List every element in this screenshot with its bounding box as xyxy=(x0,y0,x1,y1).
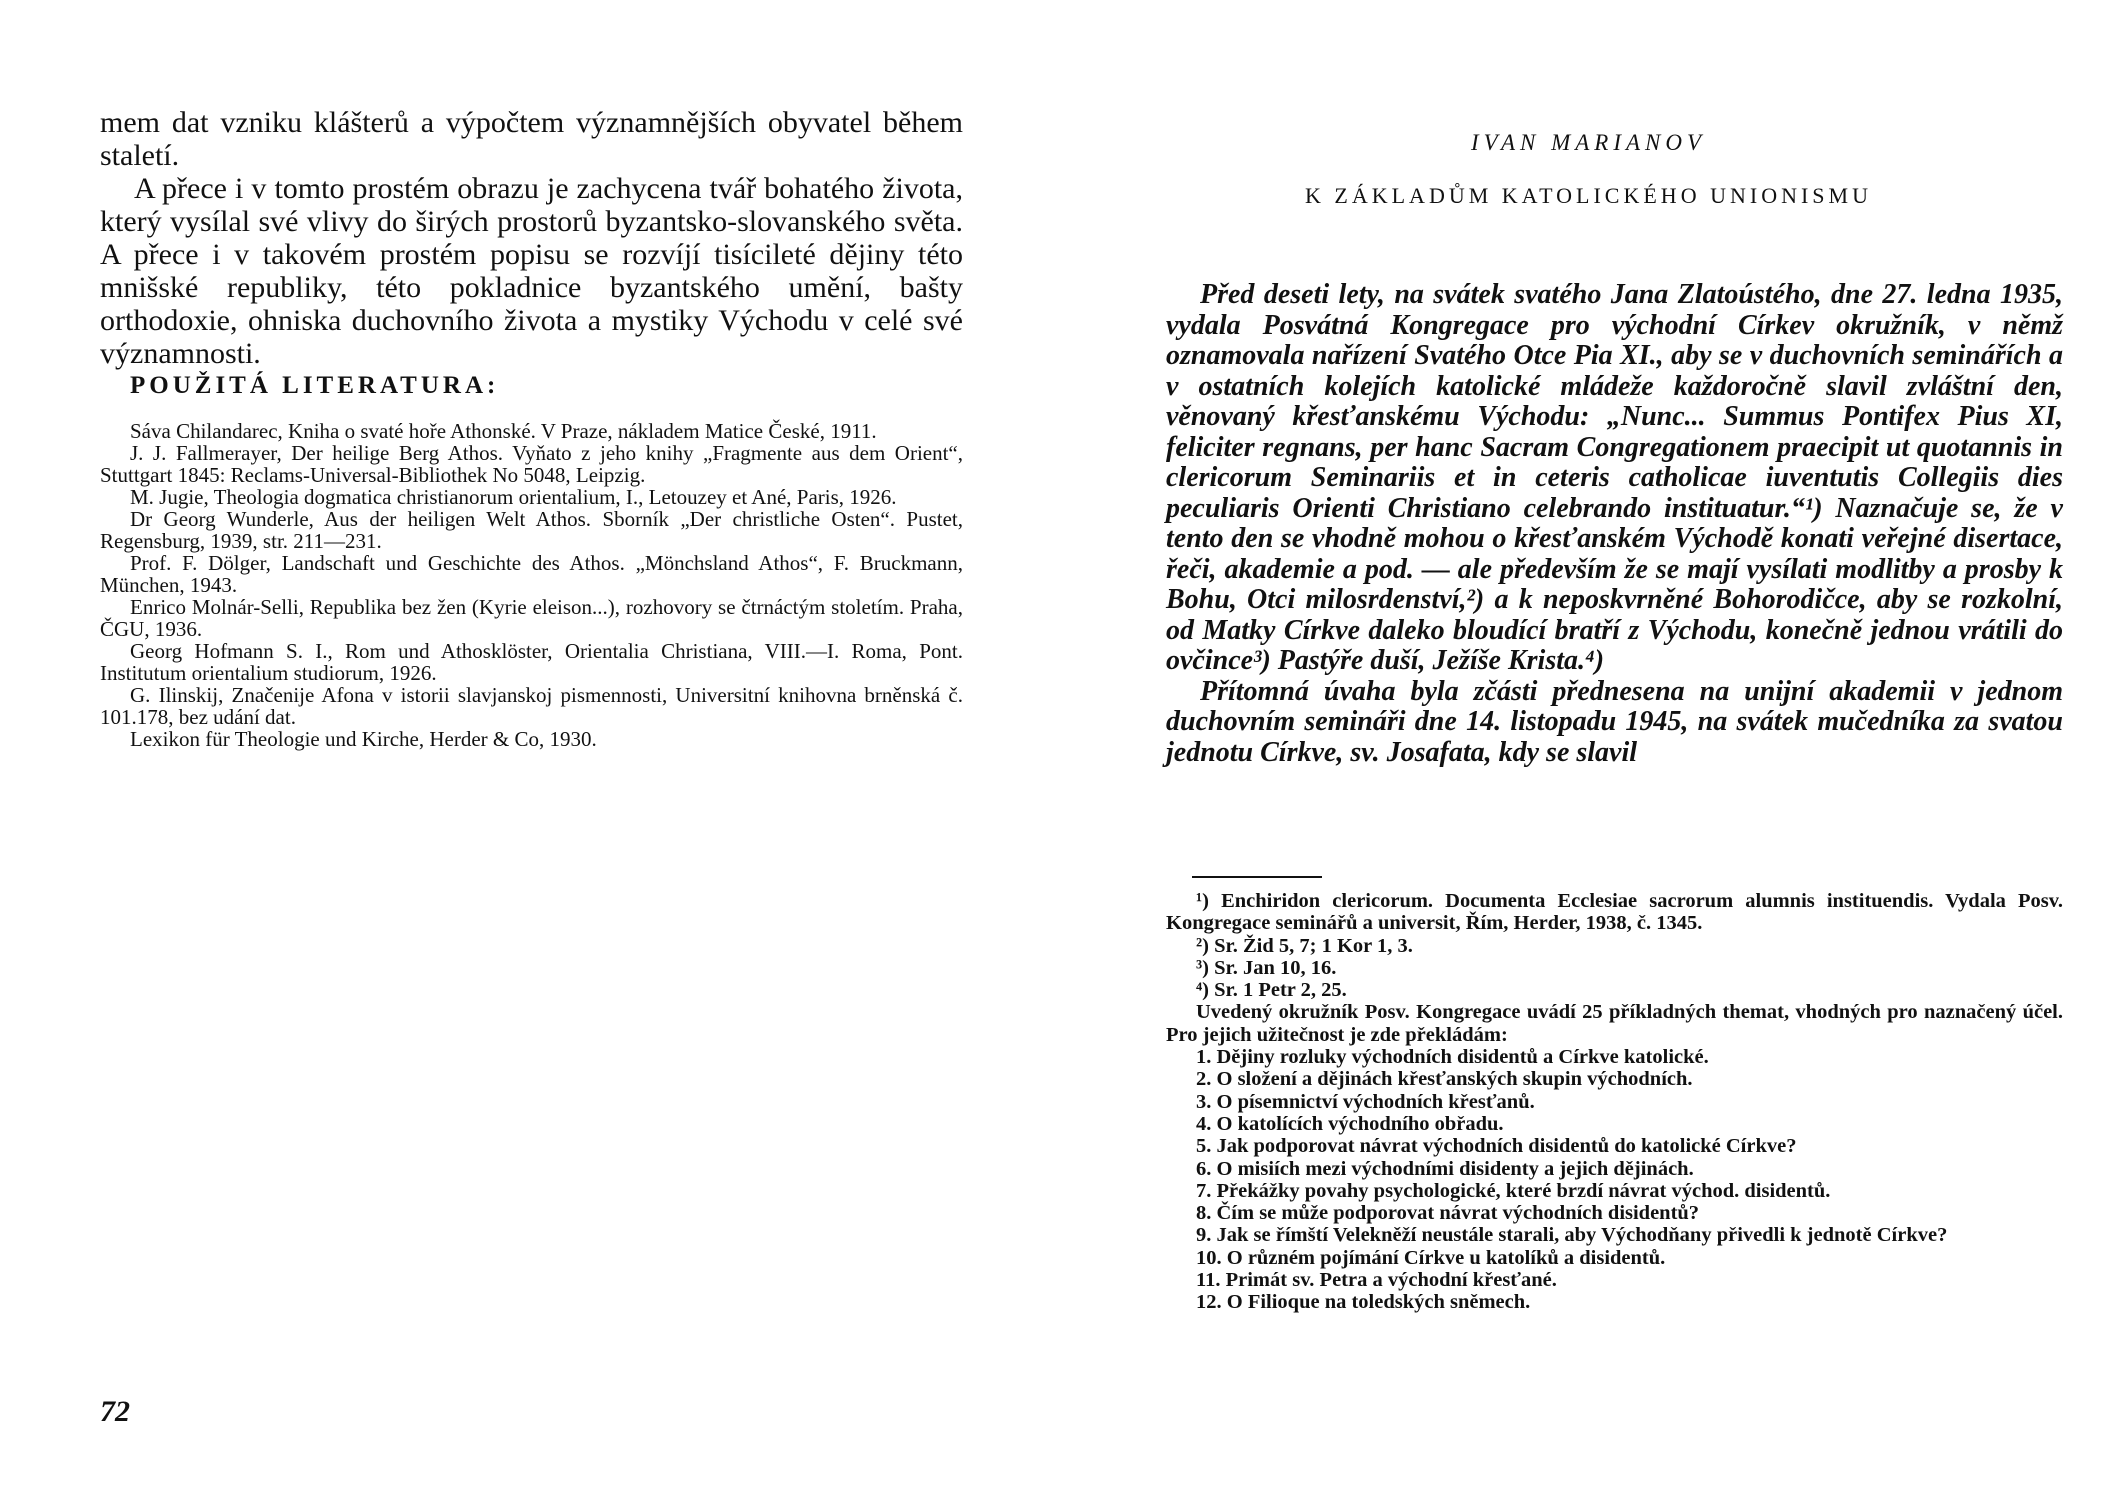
literature-item: M. Jugie, Theologia dogmatica christianorum orientalium, I., Letouzey et Ané, Paris, 1926. xyxy=(130,485,897,509)
literature-item: J. J. Fallmerayer, Der heilige Berg Athos. Vyňato z jeho knihy „Fragmente aus dem Orient“, Stuttgart 1845: Reclams-Universal-Bibliothek No 5048, Leipzig. xyxy=(100,441,963,487)
topic-item: 1. Dějiny rozluky východních disidentů a Církve katolické. xyxy=(1196,1046,1709,1069)
topic-item: 6. O misiích mezi východními disidenty a jejich dějinách. xyxy=(1196,1157,1694,1180)
article-author: IVAN MARIANOV xyxy=(1470,130,1707,155)
footnote: ⁴) Sr. 1 Petr 2, 25. xyxy=(1196,979,1347,1002)
footnote-divider xyxy=(1192,876,1322,878)
footnote: ¹) Enchiridon clericorum. Documenta Ecclesiae sacrorum alumnis instituendis. Vydala Posv. Kongregace seminářů a universit, Řím, Herder, 1938, č. 1345. xyxy=(1166,890,2063,935)
paragraph: A přece i v tomto prostém obrazu je zachycena tvář bohatého života, který vysílal své vlivy do širých prostorů byzantsko-slovanského světa. A přece i v takovém prostém popisu se rozvíjí tisícileté dějiny této mnišské republiky, této pokladnice byzantského umění, bašty orthodoxie, ohniska duchovního života a mystiky Východu v celé své významnosti. xyxy=(100,172,963,370)
left-body-text xyxy=(100,106,963,370)
topic-item: 3. O písemnictví východních křesťanů. xyxy=(1196,1090,1535,1113)
paragraph: mem dat vzniku klášterů a výpočtem významnějších obyvatel během staletí. xyxy=(100,106,963,172)
literature-heading: POUŽITÁ LITERATURA: xyxy=(130,372,500,399)
topic-item: 7. Překážky povahy psychologické, které brzdí návrat východ. disidentů. xyxy=(1196,1179,1831,1202)
literature-item: G. Ilinskij, Značenije Afona v istorii slavjanskoj pismennosti, Universitní knihovna brněnská č. 101.178, bez udání dat. xyxy=(100,683,963,729)
topics-list xyxy=(1166,1046,2063,1314)
literature-item: Dr Georg Wunderle, Aus der heiligen Welt Athos. Sborník „Der christliche Osten“. Pustet, Regensburg, 1939, str. 211—231. xyxy=(100,507,963,553)
literature-item: Sáva Chilandarec, Kniha o svaté hoře Athonské. V Praze, nákladem Matice České, 1911. xyxy=(130,419,877,443)
footnotes xyxy=(1166,890,2063,1314)
footnote: ²) Sr. Žid 5, 7; 1 Kor 1, 3. xyxy=(1196,934,1413,957)
topic-item: 11. Primát sv. Petra a východní křesťané. xyxy=(1196,1269,1557,1292)
topic-item: 12. O Filioque na toledských sněmech. xyxy=(1196,1291,1531,1314)
topic-item: 4. O katolících východního obřadu. xyxy=(1196,1112,1504,1135)
literature-list xyxy=(100,420,963,750)
paragraph: Přítomná úvaha byla zčásti přednesena na unijní akademii v jednom duchovním semináři dne 14. listopadu 1945, na svátek mučedníka za svatou jednotu Církve, sv. Josafata, kdy se slavil xyxy=(1166,675,2063,768)
literature-item: Enrico Molnár-Selli, Republika bez žen (Kyrie eleison...), rozhovory se čtrnáctým stoletím. Praha, ČGU, 1936. xyxy=(100,595,963,641)
topic-item: 8. Čím se může podporovat návrat východních disidentů? xyxy=(1196,1202,1700,1225)
footnote: ³) Sr. Jan 10, 16. xyxy=(1196,956,1337,979)
topic-item: 2. O složení a dějinách křesťanských skupin východních. xyxy=(1196,1068,1693,1091)
right-page xyxy=(1059,0,2118,1500)
topics-intro: Uvedený okružník Posv. Kongregace uvádí 25 příkladných themat, vhodných pro naznačený účel. Pro jejich užitečnost je zde překládám: xyxy=(1166,1001,2063,1046)
article-title: K ZÁKLADŮM KATOLICKÉHO UNIONISMU xyxy=(1305,183,1872,208)
right-body-text xyxy=(1166,280,2063,768)
topic-item: 10. O různém pojímání Církve u katolíků a disidentů. xyxy=(1196,1246,1666,1269)
paragraph: Před deseti lety, na svátek svatého Jana Zlatoústého, dne 27. ledna 1935, vydala Posvátná Kongregace pro východní Církev okružník, v němž oznamovala nařízení Svatého Otce Pia XI., aby se v duchovních seminářích a v ostatních kolejích katolické mládeže každoročně slavil zvláštní den, věnovaný křesťanskému Východu: „Nunc... Summus Pontifex Pius XI, feliciter regnans, per hanc Sacram Congregationem praecipit ut quotannis in clericorum Seminariis et in ceteris catholicae iuventutis Collegiis dies peculiaris Orienti Christiano celebrando instituatur.“¹) Naznačuje se, že v tento den se vhodně mohou o křesťanském Východě konati veřejné disertace, řeči, akademie a pod. — ale především že se mají vysílati modlitby a prosby k Bohu, Otci milosrdenství,²) a k neposkvrněné Bohorodičce, aby se rozkolní, od Matky Církve daleko bloudící bratří z Východu, konečně jednou vrátili do ovčince³) Pastýře duší, Ježíše Krista.⁴) xyxy=(1166,279,2063,676)
literature-item: Lexikon für Theologie und Kirche, Herder & Co, 1930. xyxy=(130,727,597,751)
literature-item: Georg Hofmann S. I., Rom und Athosklöster, Orientalia Christiana, VIII.—I. Roma, Pont. Institutum orientalium studiorum, 1926. xyxy=(100,639,963,685)
page-number: 72 xyxy=(100,1395,130,1428)
topic-item: 5. Jak podporovat návrat východních disidentů do katolické Církve? xyxy=(1196,1135,1797,1158)
literature-item: Prof. F. Dölger, Landschaft und Geschichte des Athos. „Mönchsland Athos“, F. Bruckmann, München, 1943. xyxy=(100,551,963,597)
topic-item: 9. Jak se římští Velekněží neustále starali, aby Východňany přivedli k jednotě Církve? xyxy=(1196,1224,1948,1247)
